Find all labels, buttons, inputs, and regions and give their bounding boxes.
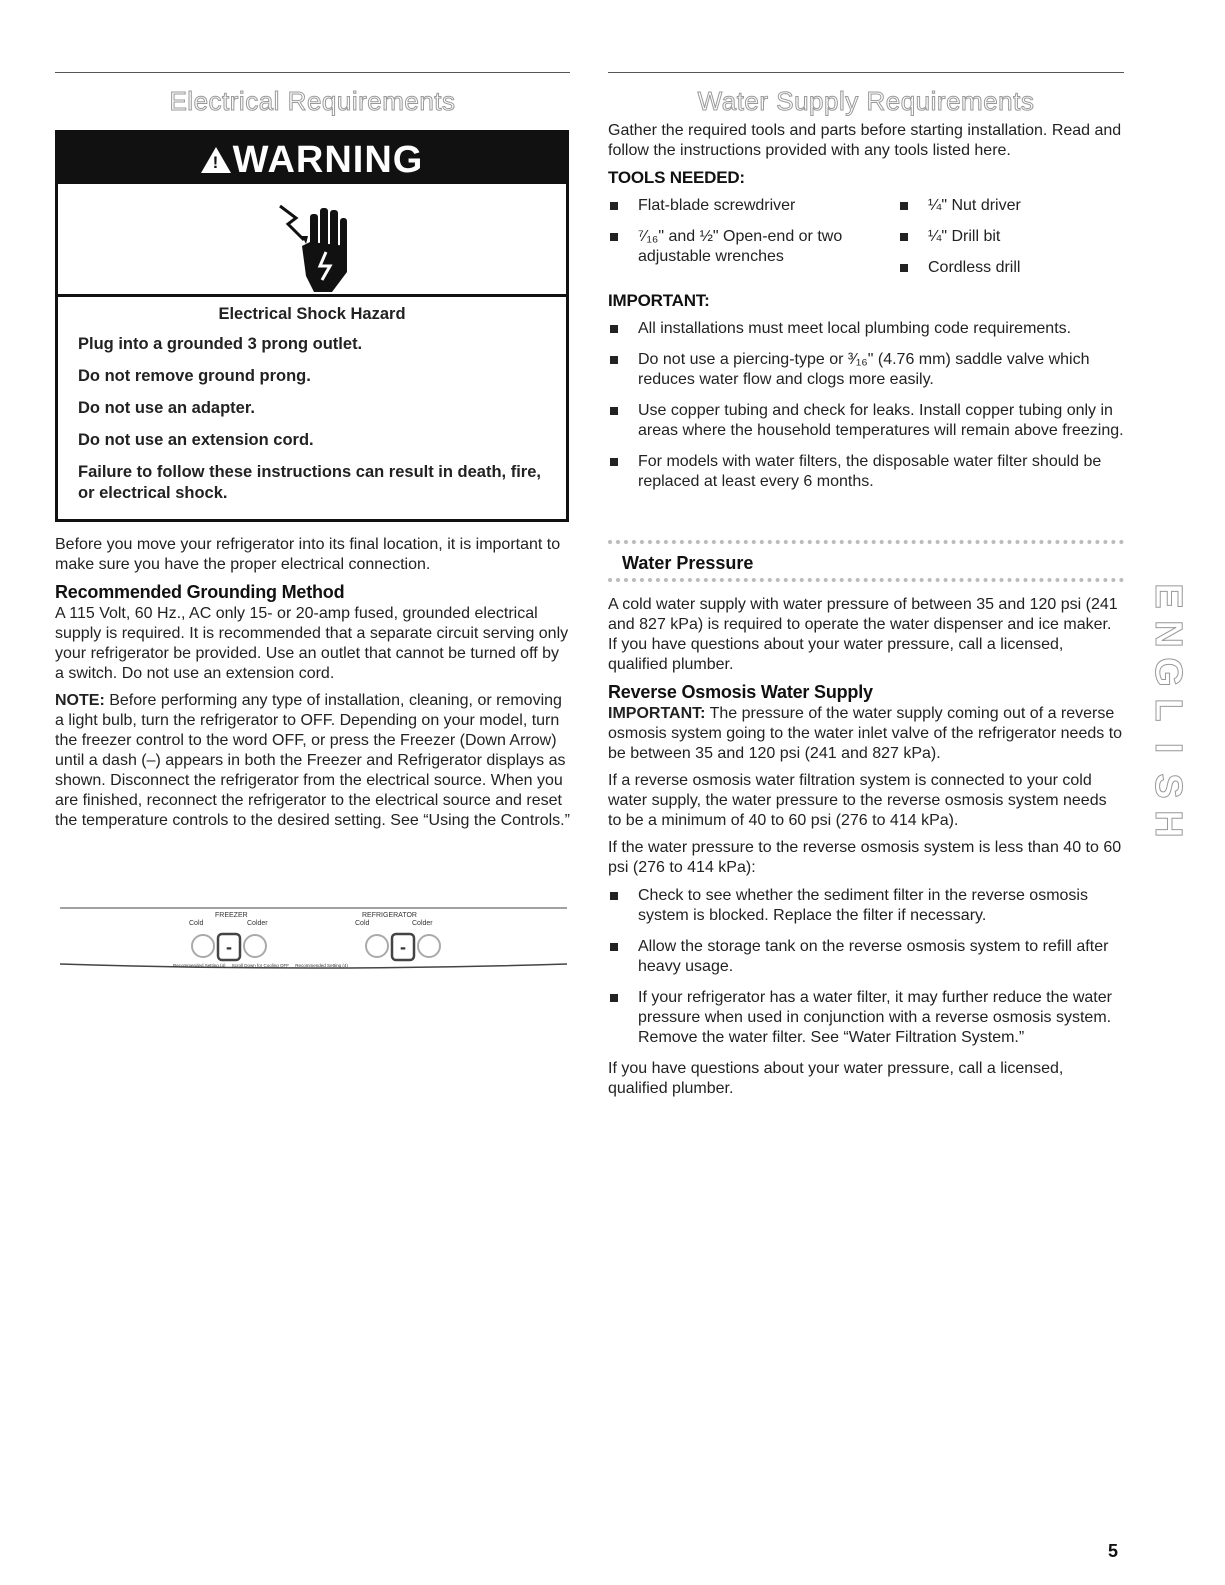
warning-box [55,130,569,522]
grounding-heading: Recommended Grounding Method [55,582,345,602]
side-tab-letter: L [1147,698,1189,722]
right-column-bottom [608,595,1124,1106]
electrical-requirements-title: Electrical Requirements [169,86,456,116]
tools-list [608,196,1124,289]
warning-line: Plug into a grounded 3 prong outlet. [78,335,363,353]
ro-paragraph-2: If a reverse osmosis water filtration system is connected to your cold water supply, the water pressure to the reverse osmosis system needs to be a minimum of 40 to 60 psi (276 to 414 kPa). [608,772,1107,829]
water-pressure-header [608,540,1124,582]
water-pressure-heading: Water Pressure [622,553,754,573]
important-item: Do not use a piercing-type or ³⁄₁₆" (4.76 mm) saddle valve which reduces water flow and clogs more easily. [608,350,1124,390]
freezer-cold-label: Cold [189,920,204,927]
water-intro: Gather the required tools and parts before starting installation. Read and follow the instructions provided with any tools listed here. [608,122,1122,159]
warning-line: Do not use an extension cord. [78,431,314,449]
ro-item: If your refrigerator has a water filter, it may further reduce the water pressure when used in conjunction with a reverse osmosis system. Remove the water filter. See “Water Filtration System.” [608,988,1124,1048]
refrigerator-label: REFRIGERATOR [362,912,417,919]
ro-important-paragraph [608,704,1124,764]
refrigerator-cold-label: Cold [355,920,370,927]
grounding-text: A 115 Volt, 60 Hz., AC only 15- or 20-amp fused, grounded electrical supply is required. It is recommended that a separate circuit serving only your refrigerator be provided. Use an outlet that cannot be turned off by a switch. Do not use an extension cord. [55,605,569,682]
left-top-rule [55,72,570,73]
ro-important-label: IMPORTANT: [608,705,706,722]
note-paragraph [55,691,570,831]
electrical-shock-icon [58,184,566,297]
tool-item: Flat-blade screwdriver [608,196,898,216]
important-item: For models with water filters, the disposable water filter should be replaced at least every 6 months. [608,452,1124,492]
freezer-display: - [226,937,232,957]
electrical-intro: Before you move your refrigerator into its final location, it is important to make sure you have the proper electrical connection. [55,536,561,573]
tool-item: ¼" Drill bit [898,227,1124,247]
warning-line: Failure to follow these instructions can result in death, fire, or electrical shock. [78,463,541,502]
side-tab-letter: E [1147,583,1189,609]
warning-triangle-icon: ! [201,147,231,173]
tool-item: ⁷⁄₁₆" and ½" Open-end or two adjustable wrenches [608,227,898,267]
pressure-text: A cold water supply with water pressure of between 35 and 120 psi (241 and 827 kPa) is required to operate the water dispenser and ice maker. If you have questions about your water pressure, call a licensed, qualified plumber. [608,596,1118,673]
side-tab-letter: N [1147,620,1189,648]
ro-item: Allow the storage tank on the reverse osmosis system to refill after heavy usage. [608,937,1124,977]
left-column-text [55,535,570,838]
important-item: All installations must meet local plumbing code requirements. [608,319,1124,339]
ro-heading: Reverse Osmosis Water Supply [608,682,873,702]
side-tab-letter: H [1147,810,1189,838]
control-panel-illustration [55,900,570,980]
warning-line: Do not remove ground prong. [78,367,311,385]
tools-heading: TOOLS NEEDED: [608,168,745,187]
note-label: NOTE: [55,692,105,709]
freezer-label: FREEZER [215,912,248,919]
important-heading: IMPORTANT: [608,291,710,310]
ro-important-text: The pressure of the water supply coming out of a reverse osmosis system going to the water inlet valve of the refrigerator needs to be between 35 and 120 psi (241 and 827 kPa). [608,705,1123,762]
refrigerator-colder-label: Colder [412,920,433,927]
warning-header: ! WARNING [58,133,566,184]
ro-item: Check to see whether the sediment filter in the reverse osmosis system is blocked. Replace the filter if necessary. [608,886,1124,926]
note-text: Before performing any type of installation, cleaning, or removing a light bulb, turn the refrigerator to OFF. Depending on your model, turn the freezer control to the word OFF, or press the Freezer (Down Arrow) until a dash (–) appears in both the Freezer and Refrigerator displays as shown. Disconnect the refrigerator from the electrical source. When you are finished, reconnect the refrigerator to the electrical source and reset the temperature controls to the desired setting. See “Using the Controls.” [55,692,570,829]
side-tab-letter: I [1147,742,1189,754]
closing-text: If you have questions about your water pressure, call a licensed, qualified plumber. [608,1060,1064,1097]
hazard-title: Electrical Shock Hazard [218,305,406,323]
freezer-colder-label: Colder [247,920,268,927]
ro-paragraph-3: If the water pressure to the reverse osmosis system is less than 40 to 60 psi (276 to 414 kPa): [608,839,1122,876]
page-number: 5 [1108,1541,1119,1561]
refrigerator-display: - [400,937,406,957]
warning-line: Do not use an adapter. [78,399,255,417]
english-side-tab [1147,577,1189,843]
tool-item: ¼" Nut driver [898,196,1124,216]
side-tab-letter: S [1147,773,1189,799]
important-item: Use copper tubing and check for leaks. Install copper tubing only in areas where the household temperatures will remain above freezing. [608,401,1124,441]
side-tab-letter: G [1147,657,1189,687]
tool-item: Cordless drill [898,258,1124,278]
water-supply-title: Water Supply Requirements [697,86,1035,116]
panel-footer: Recommended Setting (4) Scroll Down for Cooling OFF Recommended Setting (4) [173,963,348,968]
right-top-rule [608,72,1124,73]
right-column-top [608,121,1124,503]
